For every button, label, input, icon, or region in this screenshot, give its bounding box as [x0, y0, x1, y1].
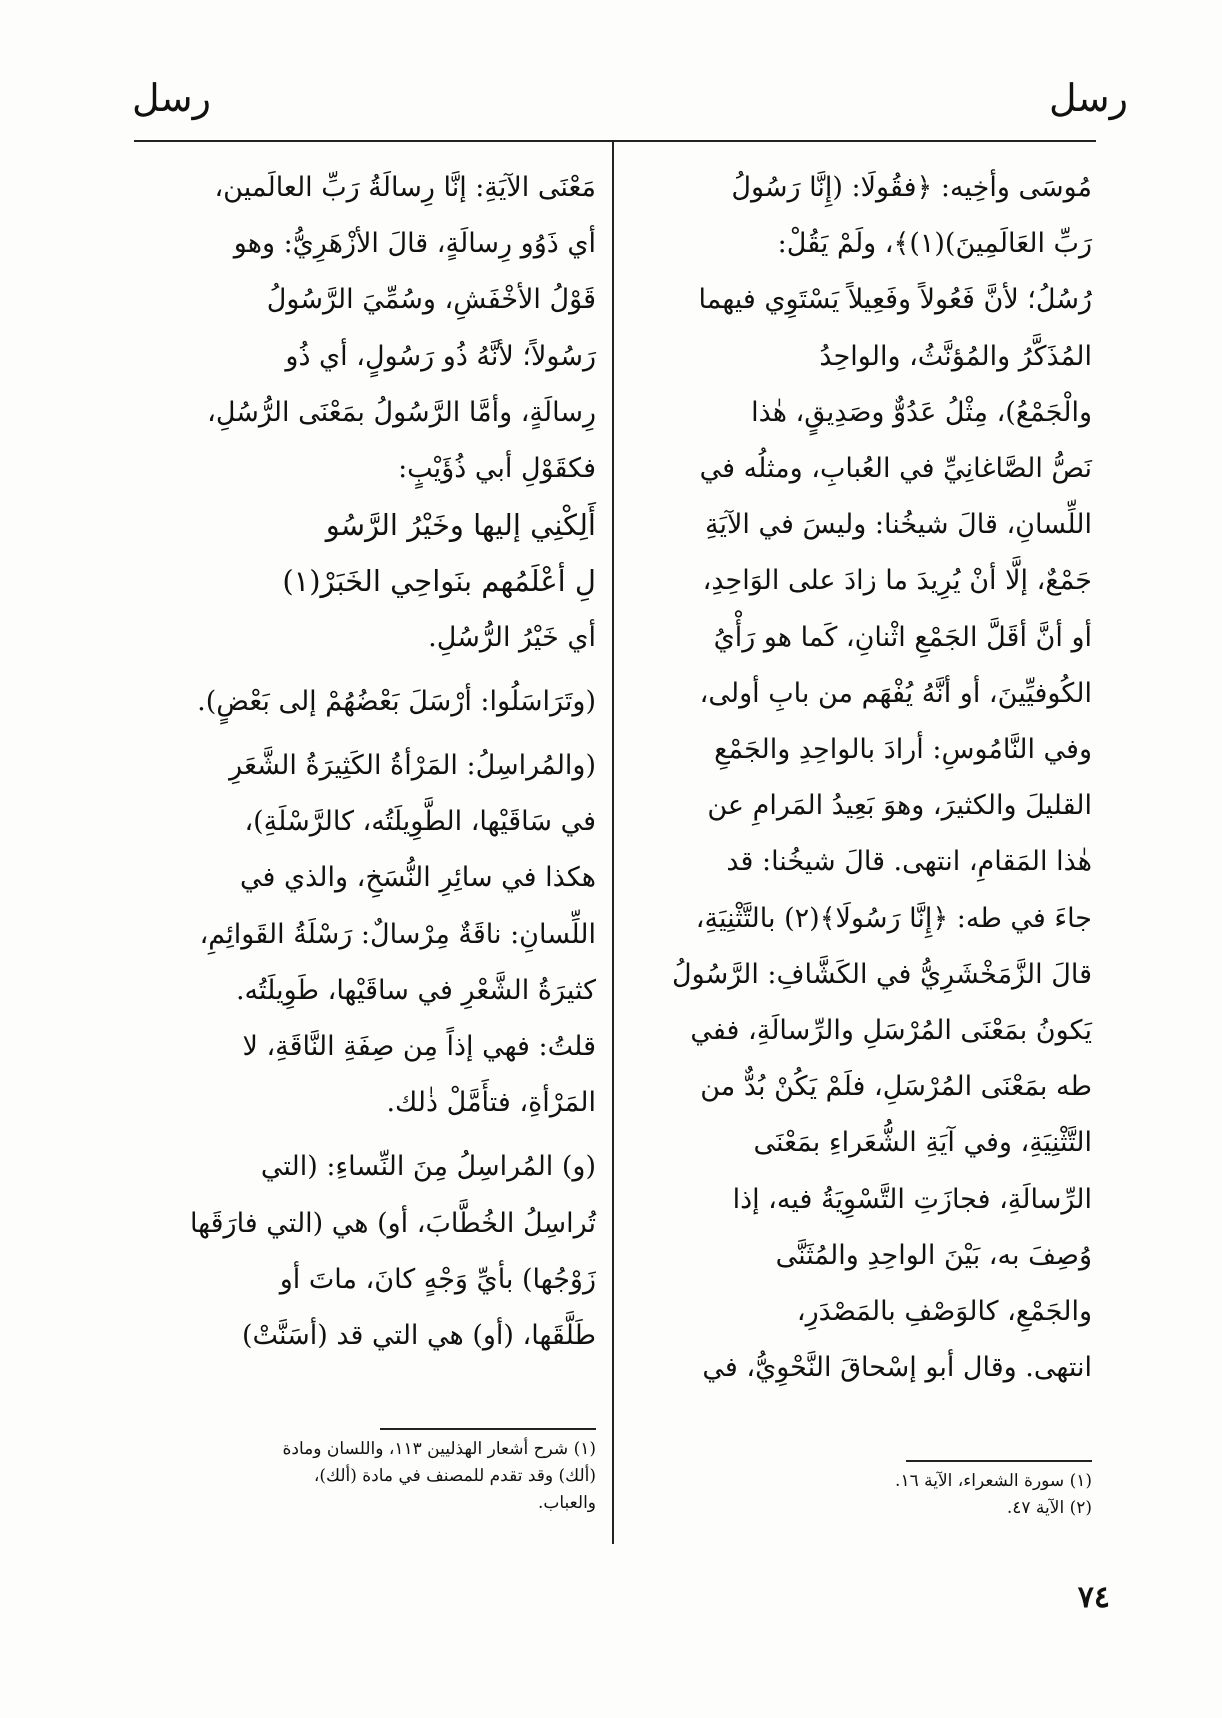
text-line: قالَ الزَّمَخْشَرِيُّ في الكَشَّافِ: الرَّسُولُ: [672, 958, 1092, 990]
text-line: المُذَكَّرُ والمُؤنَّثُ، والواحِدُ: [819, 340, 1092, 372]
text-line: رُسُلُ؛ لأنَّ فَعُولاً وفَعِيلاً يَسْتَوِي فيهما: [698, 284, 1092, 316]
text-line: جاءَ في طه: ﴿إِنَّا رَسُولَا﴾(٢) بالتَّثْنِيَةِ،: [695, 902, 1092, 934]
footnote: والعباب.: [537, 1493, 596, 1513]
text-line: مُوسَى وأخِيه: ﴿فقُولَا: (إِنَّا رَسُولُ: [731, 172, 1092, 203]
text-line: وُصِفَ به، بَيْنَ الواحِدِ والمُثَنَّى: [775, 1239, 1092, 1271]
column-divider: [612, 142, 614, 1544]
text-line: هكذا في سائِرِ النُّسَخِ، والذي في: [240, 862, 596, 894]
text-line: أي خَيْرُ الرُّسُلِ.: [428, 621, 596, 653]
text-line: (وتَرَاسَلُوا: أرْسَلَ بَعْضُهُمْ إلى بَعْضٍ).: [197, 685, 596, 717]
footnote: (ألك) وقد تقدم للمصنف في مادة (ألك)،: [313, 1466, 596, 1486]
text-line: والْجَمْعُ)، مِثْلُ عَدُوٌّ وصَدِيقٍ، هٰذا: [751, 396, 1092, 428]
poem-verse-second-hemistich: لِ أعْلَمُهم بنَواحِي الخَبَرْ(١): [282, 564, 596, 599]
text-line: زَوْجُها) بأيِّ وَجْهٍ كانَ، ماتَ أو: [279, 1263, 596, 1295]
footnote-rule-right: [906, 1460, 1092, 1462]
text-line: المَرْأةِ، فتأَمَّلْ ذٰلك.: [386, 1087, 596, 1119]
right-column: [632, 160, 1092, 1396]
page-number: ٧٤: [1077, 1580, 1110, 1615]
footnote-rule-left: [380, 1428, 596, 1430]
text-line: اللِّسانِ: ناقَةٌ مِرْسالٌ: رَسْلَةُ القَوائِمِ،: [199, 918, 596, 950]
text-line: أو أنَّ أقَلَّ الجَمْعِ اثْنانِ، كَما هو رَأْيُ: [713, 621, 1092, 653]
text-line: القليلَ والكثيرَ، وهوَ بَعِيدُ المَرامِ عن: [707, 790, 1092, 822]
header-right-word: رسل: [1049, 76, 1128, 120]
text-line: اللِّسانِ، قالَ شيخُنا: وليسَ في الآيَةِ: [705, 509, 1092, 541]
left-column: [136, 160, 596, 1364]
text-line: طَلَّقَها، (أو) هي التي قد (أسَنَّتْ): [241, 1320, 596, 1352]
footnotes-right: [632, 1468, 1092, 1522]
text-line: انتهى. وقال أبو إسْحاقَ النَّحْوِيُّ، في: [702, 1352, 1092, 1384]
text-line: فكقَوْلِ أبي ذُؤَيْبٍ:: [398, 453, 596, 485]
text-line: الرِّسالَةِ، فجازَتِ التَّسْوِيَةُ فيه، إذا: [732, 1183, 1092, 1215]
footnotes-left: [136, 1436, 596, 1517]
text-line: رَبِّ العَالَمِينَ)(١)﴾، ولَمْ يَقُلْ:: [777, 228, 1092, 260]
text-line: رَسُولاً؛ لأنَّهُ ذُو رَسُولٍ، أي ذُو: [285, 340, 596, 372]
text-line: الكُوفيِّينَ، أو أنَّهُ يُفْهَم من بابِ أولى،: [699, 677, 1092, 709]
text-line: يَكونُ بمَعْنَى المُرْسَلِ والرِّسالَةِ، ففي: [690, 1015, 1092, 1047]
text-line: (و) المُراسِلُ مِنَ النِّساءِ: (التي: [260, 1151, 596, 1183]
top-rule: [134, 140, 1096, 142]
text-line: قلتُ: فهي إذاً مِن صِفَةِ النَّاقَةِ، لا: [242, 1031, 596, 1063]
text-line: قَوْلُ الأخْفَشِ، وسُمِّيَ الرَّسُولُ: [266, 284, 596, 316]
text-line: طه بمَعْنَى المُرْسَلِ، فلَمْ يَكُنْ بُدٌّ من: [700, 1071, 1092, 1103]
text-line: مَعْنَى الآيَةِ: إنَّا رِسالَةُ رَبِّ العالَمين،: [214, 172, 596, 203]
text-line: كثيرَةُ الشَّعْرِ في ساقَيْها، طَوِيلَتُه.: [235, 974, 596, 1006]
text-line: التَّثْنِيَةِ، وفي آيَةِ الشُّعَراءِ بمَعْنَى: [753, 1127, 1092, 1159]
text-line: أي ذَوُو رِسالَةٍ، قالَ الأزْهَرِيُّ: وهو: [233, 228, 596, 260]
text-line: رِسالَةٍ، وأمَّا الرَّسُولُ بمَعْنَى الرُّسُلِ،: [207, 396, 596, 428]
text-line: في سَاقَيْها، الطَّوِيلَتُه، كالرَّسْلَةِ)،: [244, 806, 596, 838]
text-line: جَمْعٌ، إلَّا أنْ يُرِيدَ ما زادَ على الوَاحِدِ،: [702, 565, 1092, 597]
text-line: وفي النَّامُوسِ: أرادَ بالواحِدِ والجَمْعِ: [714, 734, 1092, 766]
text-line: تُراسِلُ الخُطَّابَ، أو) هي (التي فارَقَها: [189, 1207, 596, 1239]
footnote: (٢) الآية ٤٧.: [1006, 1498, 1092, 1518]
footnote: (١) سورة الشعراء، الآية ١٦.: [895, 1471, 1092, 1491]
poem-verse-first-hemistich: أَلِكْنِي إليها وخَيْرُ الرَّسُو: [325, 508, 596, 543]
text-line: هٰذا المَقامِ، انتهى. قالَ شيخُنا: قد: [726, 846, 1092, 878]
text-line: نَصُّ الصَّاغانِيِّ في العُبابِ، ومثلُه في: [699, 453, 1092, 485]
text-line: (والمُراسِلُ: المَرْأةُ الكَثِيرَةُ الشَّعَرِ: [229, 750, 596, 782]
text-line: والجَمْعِ، كالوَصْفِ بالمَصْدَرِ،: [796, 1296, 1092, 1328]
header-left-word: رسل: [132, 76, 211, 120]
footnote: (١) شرح أشعار الهذليين ١١٣، واللسان ومادة: [282, 1439, 596, 1459]
